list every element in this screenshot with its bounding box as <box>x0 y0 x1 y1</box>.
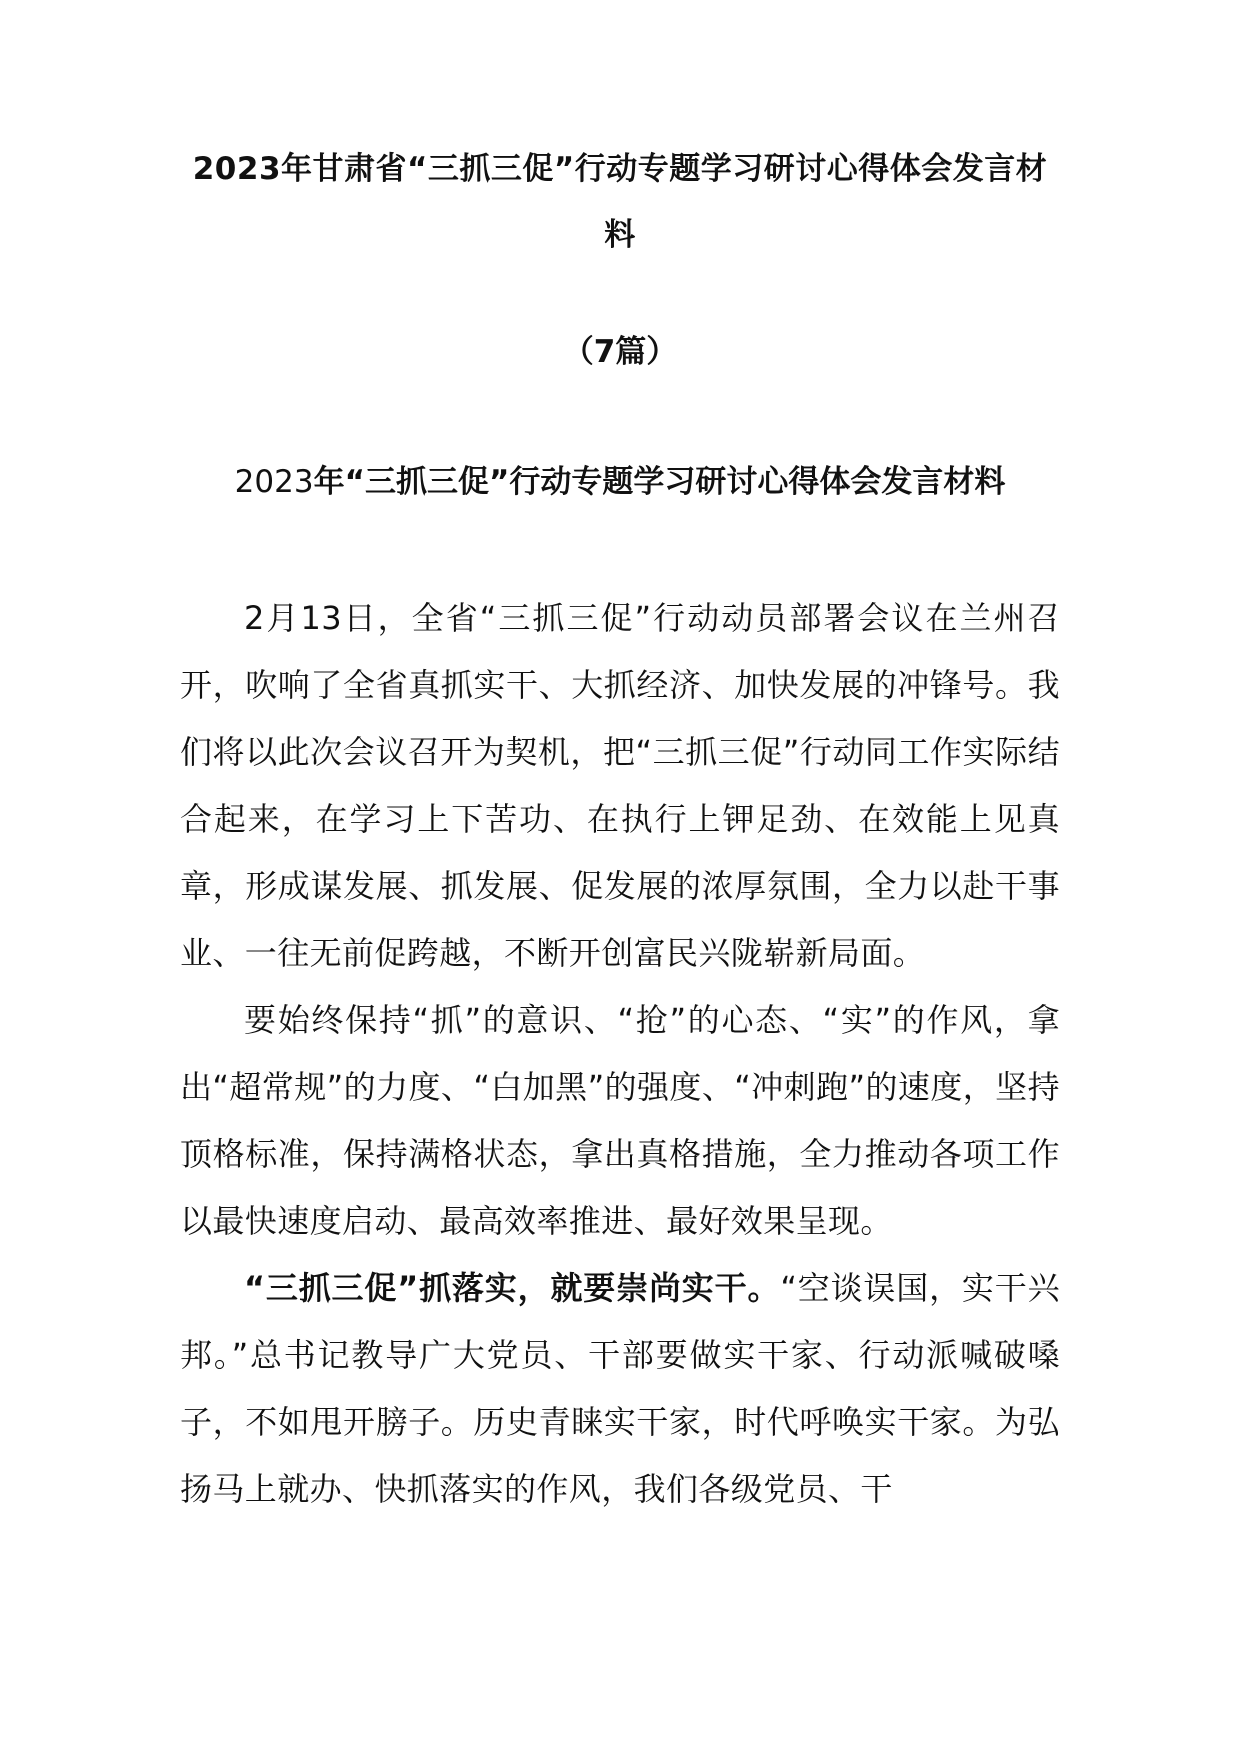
section-title-text: 年“三抓三促”行动专题学习研讨心得体会发言材料 <box>313 464 1006 500</box>
paragraph-lead: “三抓三促”抓落实，就要崇尚实干。 <box>244 1269 781 1307</box>
section-title-year: 2023 <box>234 464 314 500</box>
paragraph-text: “空谈误国，实干兴邦。”总书记教导广大党员、干部要做实干家、行动派喊破嗓子，不如甩开膀子。历史青睐实干家，时代呼唤实干家。为弘扬马上就办、快抓落实的作风，我们各级党员、干 <box>180 1269 1060 1508</box>
paragraph-text: 要始终保持“抓”的意识、“抢”的心态、“实”的作风，拿出“超常规”的力度、“白加黑”的强度、“冲刺跑”的速度，坚持顶格标准，保持满格状态，拿出真格措施，全力推动各项工作以最快速度启动、最高效率推进、最好效果呈现。 <box>180 1001 1060 1240</box>
article-count: （7篇） <box>562 334 678 370</box>
body-paragraph <box>180 585 1060 987</box>
section-title <box>180 460 1060 504</box>
body-paragraph <box>180 987 1060 1255</box>
document-title: 2023年甘肃省“三抓三促”行动专题学习研讨心得体会发言材料 <box>192 151 1048 253</box>
body-paragraph <box>180 1255 1060 1523</box>
document-body <box>180 585 1060 1523</box>
paragraph-text: 2月13日，全省“三抓三促”行动动员部署会议在兰州召开，吹响了全省真抓实干、大抓经济、加快发展的冲锋号。我们将以此次会议召开为契机，把“三抓三促”行动同工作实际结合起来，在学习上下苦功、在执行上钾足劲、在效能上见真章，形成谋发展、抓发展、促发展的浓厚氛围，全力以赴干事业、一往无前促跨越，不断开创富民兴陇崭新局面。 <box>180 599 1060 972</box>
